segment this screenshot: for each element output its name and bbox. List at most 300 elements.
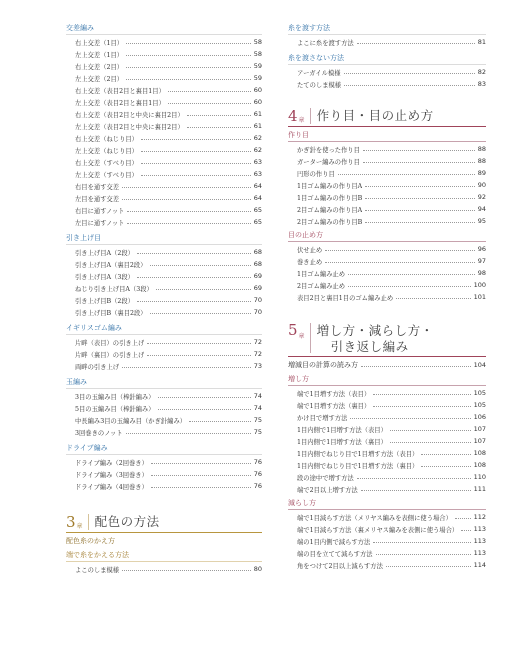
toc-entry[interactable] [288,399,486,411]
toc-entry[interactable] [288,535,486,547]
entry-page: 60 [253,98,262,106]
left-sections [66,22,262,492]
entry-page: 106 [473,413,486,422]
entry-label: 1目ゴム編み止め [297,270,346,278]
toc-entry[interactable] [66,72,262,84]
entry-page: 74 [253,392,262,400]
entry-label: 端の目を立てて減らす方法 [297,550,373,558]
entry-label: 左目を通す交差 [75,195,120,203]
leader-dots [122,199,251,200]
section-rule [66,334,262,335]
leader-dots [461,530,470,531]
toc-entry[interactable] [66,180,262,192]
toc-entry[interactable] [66,108,262,120]
chapter-number: 3 [66,513,76,531]
entry-page: 68 [253,248,262,256]
section-rule [288,34,486,35]
section-rule [288,385,486,386]
entry-label: 片畔（裏目）の引き上げ [75,351,145,359]
toc-entry[interactable] [288,78,486,90]
toc-entry[interactable] [288,559,486,571]
chapter-3-entries [66,563,262,575]
entry-label: 左上交差（2目） [75,75,124,83]
chapter-rule [288,126,486,127]
leader-dots [325,250,475,251]
entry-page: 113 [473,549,486,558]
leader-dots [151,463,251,464]
entry-page: 70 [253,308,262,316]
entry-label: 端で1目増す方法（裏目） [297,402,371,410]
entry-label: 3目の玉編み目（棒針編み） [75,393,155,401]
entry-page: 108 [473,461,486,470]
toc-entry[interactable] [288,143,486,155]
entry-page: 76 [253,482,262,490]
toc-entry[interactable] [288,523,486,535]
leader-dots [365,210,474,211]
entry-page: 81 [477,38,486,46]
entry-page: 70 [253,296,262,304]
toc-entry[interactable] [66,480,262,492]
entry-label: 角をつけて2目以上減らす方法 [297,562,383,570]
entry-label: 端で2目以上増す方法 [297,486,358,494]
entry-label: 1目内側でねじり目で1目増す方法（表目） [297,450,419,458]
entry-page: 61 [253,110,262,118]
entry-label: かけ目で増す方法 [297,414,348,422]
entry-label: 段の途中で増す方法 [297,474,354,482]
leader-dots [338,174,475,175]
entry-label: 右上交差（ねじり目） [75,135,138,143]
toc-entry[interactable] [66,414,262,426]
leader-dots [150,313,251,314]
toc-entry[interactable] [288,547,486,559]
entry-label: ドライブ編み（3回巻き） [75,471,148,479]
entry-page: 65 [253,218,262,226]
toc-right-column [288,22,486,571]
entry-page: 76 [253,470,262,478]
entry-page: 104 [473,361,486,370]
toc-entry[interactable] [66,426,262,438]
chapter-title: 作り目・目の止め方 [316,108,434,124]
entry-label: 右上交差（表目2目と裏目1目） [75,87,165,95]
subsection-title: 端で糸をかえる方法 [66,551,129,559]
section-title: 糸を渡す方法 [288,24,330,32]
entry-page: 82 [477,68,486,76]
section-title: 目の止め方 [288,231,323,239]
entry-page: 101 [473,293,486,301]
chapter-divider [88,514,89,530]
toc-entry[interactable] [66,132,262,144]
toc-entry[interactable] [288,387,486,399]
leader-dots [376,554,471,555]
entry-label: 1目内側で1目増す方法（裏目） [297,438,387,446]
leader-dots [421,466,470,467]
toc-entry[interactable] [288,267,486,279]
toc-entry[interactable] [66,258,262,270]
entry-label: 左上交差（ねじり目） [75,147,138,155]
entry-page: 69 [253,272,262,280]
leader-dots [122,367,251,368]
leader-dots [363,150,475,151]
toc-entry[interactable] [288,179,486,191]
leader-dots [455,518,471,519]
toc-entry[interactable] [288,423,486,435]
section-title: 配色糸のかえ方 [66,537,115,545]
leader-dots [126,55,251,56]
section-title: 交差編み [66,24,94,32]
leader-dots [137,301,251,302]
entry-label: 5目の玉編み目（棒針編み） [75,405,155,413]
toc-entry[interactable] [288,459,486,471]
leader-dots [156,289,251,290]
toc-left-column [66,22,262,575]
entry-page: 108 [473,449,486,458]
chapter-title-line-1: 増し方・減らし方・ [316,323,434,338]
section-rule [66,388,262,389]
toc-entry[interactable] [288,483,486,495]
entry-page: 97 [477,257,486,265]
toc-entry[interactable] [66,120,262,132]
toc-entry[interactable] [288,36,486,48]
leader-dots [390,442,471,443]
toc-entry[interactable] [288,167,486,179]
toc-entry[interactable] [66,96,262,108]
toc-entry[interactable] [288,471,486,483]
chapter-title: 配色の方法 [94,514,160,530]
chapter-5-sections [288,373,486,571]
chapter-4-sections [288,129,486,303]
entry-page: 110 [473,473,486,482]
entry-page: 63 [253,158,262,166]
leader-dots [361,366,471,367]
entry-label: 両畔の引き上げ [75,363,120,371]
toc-entry[interactable] [66,84,262,96]
chapter-suffix: 章 [76,523,83,530]
leader-dots [158,397,251,398]
entry-page: 100 [473,281,486,289]
leader-dots [365,198,474,199]
leader-dots [126,67,251,68]
section-rule [66,454,262,455]
entry-label: かぎ針を使った作り目 [297,146,360,154]
entry-label: よこのしま模様 [75,566,120,574]
toc-entry[interactable] [66,306,262,318]
entry-page: 75 [253,428,262,436]
toc-entry[interactable] [66,144,262,156]
toc-entry[interactable] [288,203,486,215]
entry-page: 63 [253,170,262,178]
section-rule [66,244,262,245]
entry-page: 95 [477,217,486,225]
entry-label: 1目ゴム編みの作り目A [297,182,363,190]
section-rule [288,64,486,65]
entry-label: 引き上げ目A（2段） [75,249,134,257]
leader-dots [365,186,474,187]
chapter-title [317,323,434,354]
entry-page: 112 [473,513,486,522]
section-rule [288,141,486,142]
entry-label: 2目ゴム編み止め [297,282,346,290]
entry-page: 61 [253,122,262,130]
toc-entry-calc[interactable] [288,359,486,371]
entry-page: 74 [253,404,262,412]
toc-entry[interactable] [288,435,486,447]
entry-label: よこに糸を渡す方法 [297,39,354,47]
leader-dots [137,277,251,278]
entry-label: 3回巻きのノット [75,429,123,437]
leader-dots [373,542,470,543]
toc-entry[interactable] [66,563,262,575]
chapter-4 [288,108,486,303]
section-title: 糸を渡さない方法 [288,54,344,62]
entry-page: 62 [253,146,262,154]
entry-label: アーガイル模様 [297,69,341,77]
leader-dots [147,355,250,356]
toc-entry[interactable] [66,168,262,180]
entry-page: 113 [473,525,486,534]
entry-label: ガーター編みの作り目 [297,158,360,166]
leader-dots [151,487,251,488]
toc-entry[interactable] [288,291,486,303]
leader-dots [141,175,251,176]
entry-label: 引き上げ目B（裏目2段） [75,309,147,317]
entry-page: 96 [477,245,486,253]
entry-page: 64 [253,194,262,202]
leader-dots [150,265,251,266]
leader-dots [168,91,251,92]
toc-entry[interactable] [288,191,486,203]
leader-dots [147,343,250,344]
entry-label: 右目を通す交差 [75,183,120,191]
entry-page: 58 [253,38,262,46]
subsection-rule [66,561,262,562]
toc-entry[interactable] [66,456,262,468]
leader-dots [137,253,251,254]
toc-entry[interactable] [66,360,262,372]
entry-page: 114 [473,561,486,570]
entry-page: 107 [473,437,486,446]
leader-dots [348,286,470,287]
leader-dots [158,409,251,410]
chapter-number: 4 [288,107,298,125]
entry-label: 左上交差（表目2目と裏目1目） [75,99,165,107]
chapter-5-heading [288,323,486,354]
entry-label: 左上交差（すべり目） [75,171,138,179]
entry-page: 69 [253,284,262,292]
leader-dots [151,475,251,476]
entry-page: 68 [253,260,262,268]
entry-label: 左目に通すノット [75,219,125,227]
entry-page: 73 [253,362,262,370]
leader-dots [127,223,250,224]
entry-page: 88 [477,145,486,153]
entry-label: 引き上げ目A（裏目2段） [75,261,147,269]
entry-page: 64 [253,182,262,190]
entry-label: 左上交差（1目） [75,51,124,59]
leader-dots [187,127,251,128]
toc-entry[interactable] [288,66,486,78]
chapter-number: 5 [288,321,298,339]
chapter-4-heading [288,108,486,124]
entry-page: 111 [473,485,486,494]
section-title: イギリスゴム編み [66,324,122,332]
entry-label: 1目内側でねじり目で1目増す方法（裏目） [297,462,419,470]
section-title: 減らし方 [288,499,316,508]
entry-label: 巻き止め [297,258,323,266]
toc-entry[interactable] [288,279,486,291]
leader-dots [396,298,470,299]
entry-label: 左上交差（表目2目と中央に裏目2目） [75,123,184,131]
chapter-divider [310,108,311,124]
entry-label: ドライブ編み（2回巻き） [75,459,148,467]
entry-page: 94 [477,205,486,213]
toc-entry[interactable] [66,390,262,402]
section-title: 増し方 [288,375,309,384]
entry-page: 62 [253,134,262,142]
entry-page: 90 [477,181,486,189]
leader-dots [344,85,475,86]
leader-dots [189,421,251,422]
toc-entry[interactable] [66,336,262,348]
leader-dots [127,211,250,212]
leader-dots [126,79,251,80]
entry-page: 72 [253,350,262,358]
toc-entry[interactable] [66,468,262,480]
entry-page: 80 [253,565,262,573]
chapter-divider [310,323,311,353]
toc-entry[interactable] [288,447,486,459]
leader-dots [141,151,251,152]
section-title: ドライブ編み [66,444,108,452]
toc-entry[interactable] [66,192,262,204]
toc-entry[interactable] [66,48,262,60]
chapter-rule [66,532,262,533]
chapter-3 [66,514,262,575]
entry-page: 83 [477,80,486,88]
toc-entry[interactable] [66,294,262,306]
toc-entry[interactable] [66,402,262,414]
leader-dots [325,262,475,263]
section-title: 作り目 [288,131,309,139]
leader-dots [126,43,251,44]
toc-entry[interactable] [66,348,262,360]
leader-dots [361,490,471,491]
toc-entry[interactable] [66,36,262,48]
leader-dots [187,115,251,116]
entry-label: 中長編み3目の玉編み目（かぎ針編み） [75,417,187,425]
chapter-3-heading [66,514,262,530]
entry-page: 59 [253,74,262,82]
leader-dots [390,430,471,431]
right-top-sections [288,22,486,90]
chapter-5 [288,323,486,571]
entry-label: ドライブ編み（4回巻き） [75,483,148,491]
leader-dots [350,418,470,419]
entry-label: 右上交差（表目2目と中央に裏目2目） [75,111,184,119]
entry-page: 92 [477,193,486,201]
toc-entry[interactable] [288,511,486,523]
entry-page: 98 [477,269,486,277]
entry-label: 引き上げ目B（2段） [75,297,135,305]
entry-label: 1目ゴム編みの作り目B [297,194,363,202]
entry-page: 89 [477,169,486,177]
leader-dots [386,566,471,567]
entry-label: たてのしま模様 [297,81,342,89]
section-rule [288,509,486,510]
leader-dots [363,162,475,163]
entry-page: 105 [473,401,486,410]
toc-entry[interactable] [288,243,486,255]
entry-label: 右上交差（2目） [75,63,124,71]
entry-label: 右上交差（1目） [75,39,124,47]
leader-dots [141,139,251,140]
entry-label: 片畔（表目）の引き上げ [75,339,145,347]
entry-label: 端で1目増す方法（表目） [297,390,371,398]
leader-dots [344,73,475,74]
chapter-rule [288,356,486,357]
entry-label: 端で1目減らす方法（メリヤス編みを表側に使う場合） [297,514,452,522]
entry-label: 右上交差（すべり目） [75,159,138,167]
leader-dots [122,187,251,188]
toc-entry[interactable] [288,215,486,227]
section-rule [66,34,262,35]
toc-entry[interactable] [288,411,486,423]
entry-page: 65 [253,206,262,214]
entry-page: 76 [253,458,262,466]
leader-dots [357,43,475,44]
toc-entry[interactable] [66,216,262,228]
chapter-suffix: 章 [298,117,305,124]
entry-page: 59 [253,62,262,70]
toc-entry[interactable] [66,204,262,216]
toc-entry[interactable] [288,255,486,267]
entry-page: 88 [477,157,486,165]
leader-dots [348,274,475,275]
entry-page: 58 [253,50,262,58]
entry-label: 2目ゴム編みの作り目A [297,206,363,214]
entry-page: 113 [473,537,486,546]
section-title: 玉編み [66,378,87,386]
leader-dots [168,103,251,104]
toc-entry[interactable] [66,60,262,72]
toc-entry[interactable] [66,270,262,282]
toc-entry[interactable] [288,155,486,167]
entry-label: 伏せ止め [297,246,323,254]
entry-label: 2目ゴム編みの作り目B [297,218,363,226]
entry-label: 端で1目減らす方法（裏メリヤス編みを表側に使う場合） [297,526,459,534]
leader-dots [421,454,470,455]
entry-page: 60 [253,86,262,94]
section-title: 引き上げ目 [66,234,101,242]
entry-label: 表目2目と裏目1目のゴム編み止め [297,294,394,302]
toc-entry[interactable] [66,246,262,258]
toc-entry[interactable] [66,156,262,168]
entry-label: ねじり引き上げ目A（3段） [75,285,153,293]
entry-label: 円形の作り目 [297,170,335,178]
leader-dots [365,222,474,223]
entry-label: 端の1目内側で減らす方法 [297,538,371,546]
entry-label: 右目に通すノット [75,207,125,215]
entry-label: 1目内側で1目増す方法（表目） [297,426,387,434]
chapter-title-line-2: 引き返し編み [330,338,409,354]
entry-page: 75 [253,416,262,424]
entry-label: 引き上げ目A（3段） [75,273,134,281]
leader-dots [141,163,251,164]
toc-entry[interactable] [66,282,262,294]
leader-dots [357,478,471,479]
leader-dots [126,433,251,434]
entry-label: 増減目の計算の読み方 [288,361,358,370]
leader-dots [122,570,251,571]
